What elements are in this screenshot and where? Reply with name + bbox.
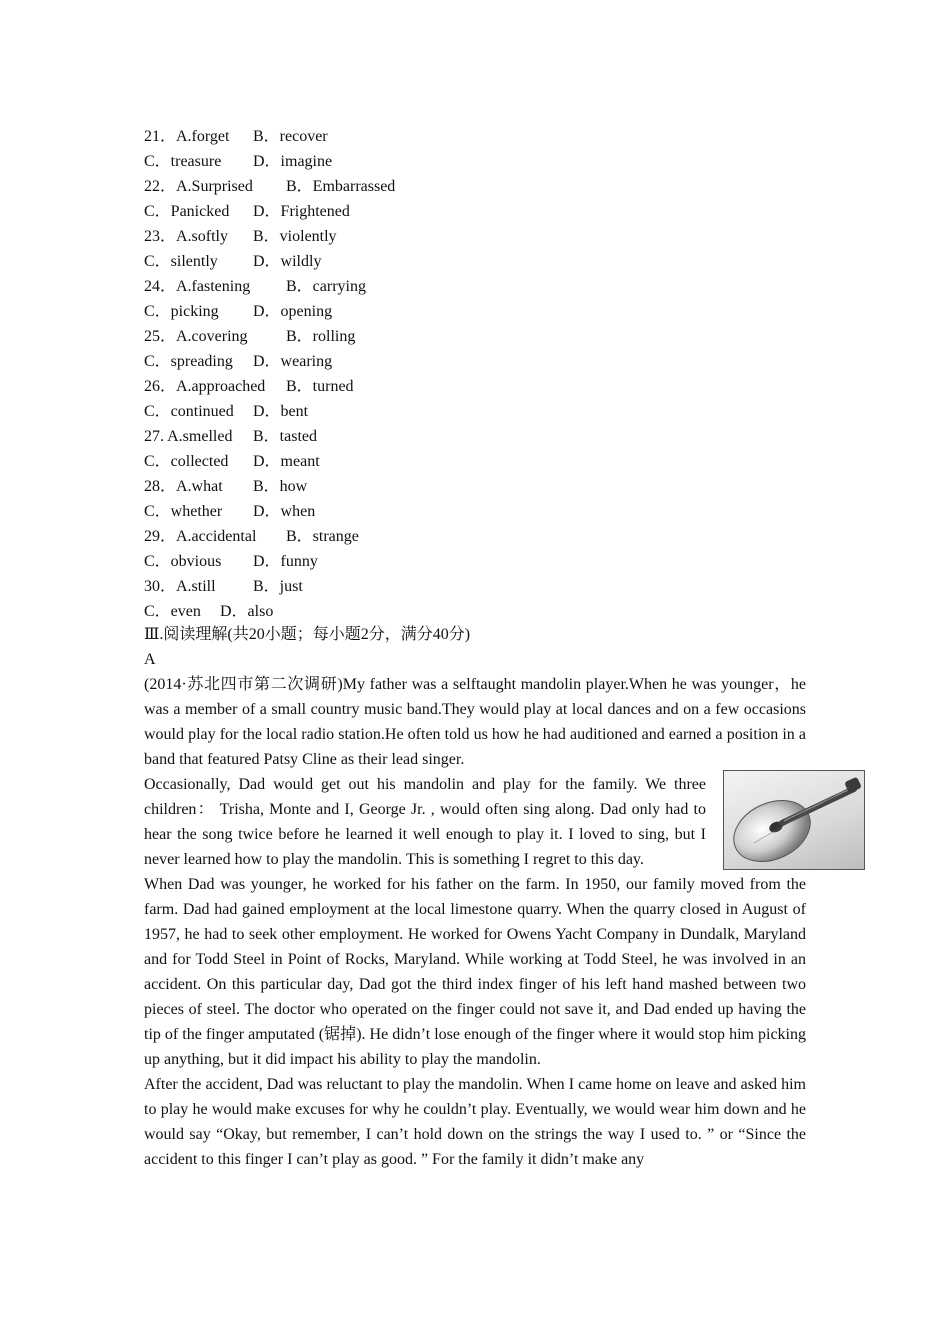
option-line [144,399,744,424]
option-b: B．rolling [286,328,356,345]
option-b: D．imagine [253,153,333,170]
option-line [144,499,744,524]
option-a: C．silently [144,253,218,270]
option-b: D．wildly [253,253,322,270]
option-a: C．continued [144,403,234,420]
option-a: C．even [144,603,201,620]
option-line [144,299,744,324]
option-a: C．collected [144,453,229,470]
mandolin-image [723,770,865,870]
option-line [144,524,744,549]
option-line [144,599,744,624]
option-b: B．carrying [286,278,366,295]
option-a: 21．A.forget [144,128,230,145]
paragraph-1: (2014·苏北四市第二次调研)My father was a selftaught mandolin player.When he was younger，he was a member of a small country music band.They would play at local dances and on a few occasions would play for the local radio station.He often told us how he had auditioned and earned a position in a band that featured Patsy Cline as their lead singer. [144,676,806,768]
option-line [144,374,744,399]
option-a: 24．A.fastening [144,278,251,295]
option-b: B．recover [253,128,328,145]
option-line [144,174,744,199]
option-a: 22．A.Surprised [144,178,253,195]
option-b: D．wearing [253,353,333,370]
option-line [144,574,744,599]
option-b: B．violently [253,228,337,245]
option-b: B．turned [286,378,354,395]
paragraph-with-image [144,772,806,872]
option-b: D．bent [253,403,309,420]
option-b: D．meant [253,453,320,470]
reading-section [144,622,806,1172]
option-a: 30．A.still [144,578,216,595]
option-b: D．Frightened [253,203,350,220]
option-line [144,424,744,449]
option-b: B．Embarrassed [286,178,396,195]
option-b: B．how [253,478,308,495]
option-b: D．when [253,503,316,520]
option-line [144,324,744,349]
option-line [144,199,744,224]
answer-options [144,124,744,624]
option-b: D．funny [253,553,318,570]
option-line [144,274,744,299]
option-line [144,224,744,249]
option-a: 28．A.what [144,478,223,495]
option-a: C．Panicked [144,203,230,220]
option-line [144,249,744,274]
option-a: 27. A.smelled [144,428,233,445]
option-a: C．picking [144,303,219,320]
option-b: B．tasted [253,428,317,445]
option-b: B．strange [286,528,359,545]
passage-label: A [144,651,156,668]
option-line [144,349,744,374]
option-b: B．just [253,578,303,595]
option-a: 25．A.covering [144,328,248,345]
option-a: C．whether [144,503,223,520]
paragraph-2: Occasionally, Dad would get out his mandolin and play for the family. We three children： Trisha, Monte and I, George Jr. , would often sing along. Dad only had to hear the song twice before he learned it well enough to play it. I loved to sing, but I never learned how to play the mandolin. This is something I regret to this day. [144,776,706,868]
mandolin-icon [724,771,864,869]
paragraph-4: After the accident, Dad was reluctant to play the mandolin. When I came home on leave and asked him to play he would make excuses for why he couldn’t play. Eventually, we would wear him down and he would say “Okay, but remember, I can’t hold down on the strings the way I used to. ” or “Since the accident to this finger I can’t play as good. ” For the family it didn’t make any [144,1076,806,1168]
option-line [144,124,744,149]
option-a: 23．A.softly [144,228,229,245]
option-a: 29．A.accidental [144,528,257,545]
option-line [144,549,744,574]
option-line [144,474,744,499]
option-line [144,149,744,174]
paragraph-3: When Dad was younger, he worked for his father on the farm. In 1950, our family moved from the farm. Dad had gained employment at the local limestone quarry. When the quarry closed in August of 1957, he had to seek other employment. He worked for Owens Yacht Company in Dundalk, Maryland and for Todd Steel in Point of Rocks, Maryland. While working at Todd Steel, he was involved in an accident. On this particular day, Dad got the third index finger of his left hand mashed between two pieces of steel. The doctor who operated on the finger could not save it, and Dad ended up having the tip of the finger amputated (锯掉). He didn’t lose enough of the finger where it would stop him picking up anything, but it did impact his ability to play the mandolin. [144,876,806,1068]
option-a: C．treasure [144,153,222,170]
section-heading: Ⅲ.阅读理解(共20小题；每小题2分，满分40分) [144,626,471,643]
option-line [144,449,744,474]
option-a: C．obvious [144,553,222,570]
option-b: D．also [220,603,274,620]
option-a: C．spreading [144,353,233,370]
option-a: 26．A.approached [144,378,266,395]
option-b: D．opening [253,303,333,320]
